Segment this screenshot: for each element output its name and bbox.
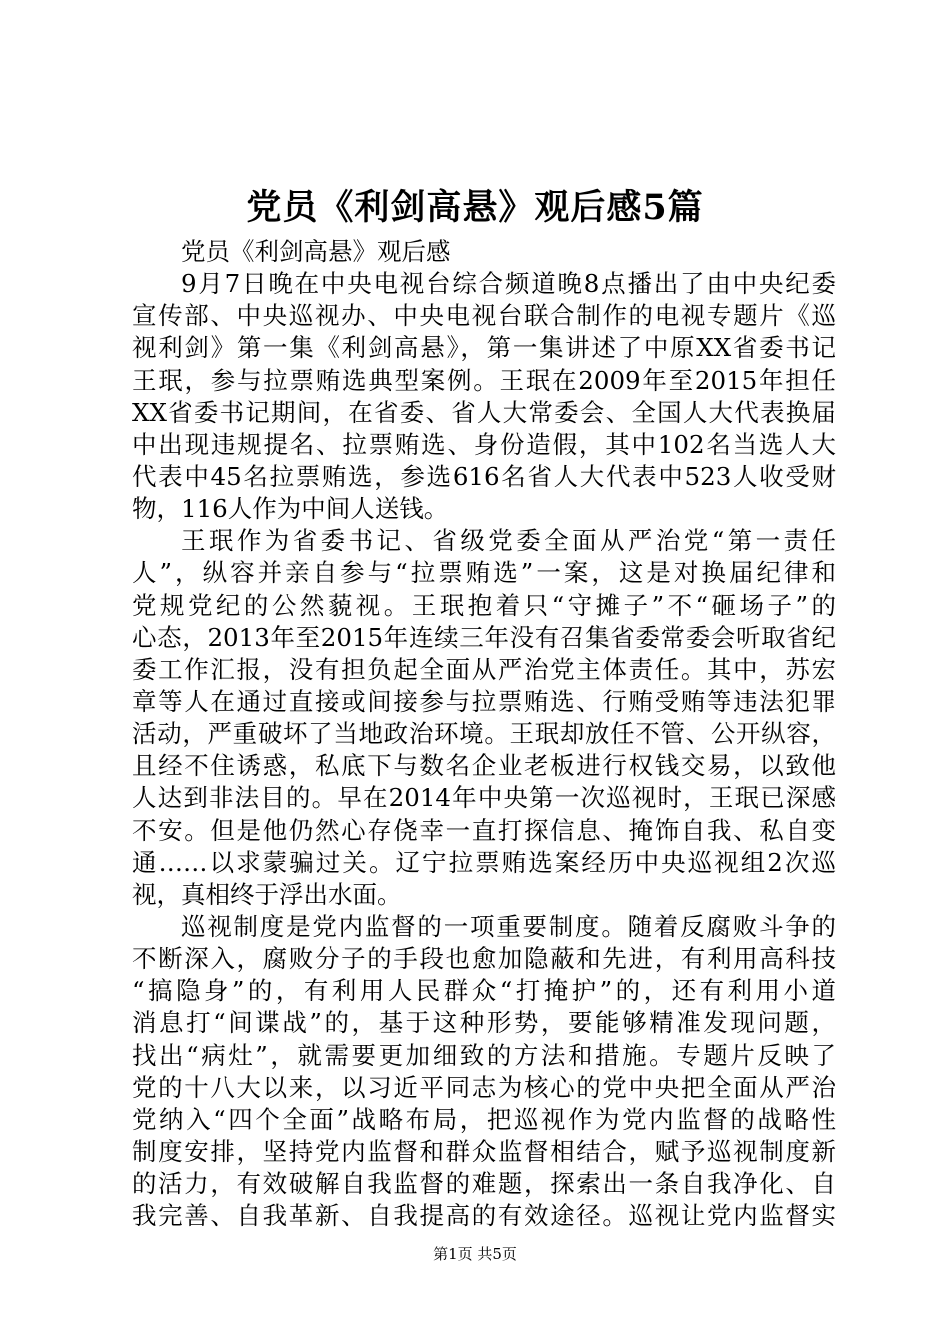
text-line: 找出“病灶”，就需要更加细致的方法和措施。专题片反映了 <box>132 1040 836 1070</box>
text-line: 章等人在通过直接或间接参与拉票贿选、行贿受贿等违法犯罪 <box>132 686 836 716</box>
text-line: 中出现违规提名、拉票贿选、身份造假，其中102名当选人大 <box>132 429 836 459</box>
text-line: 不安。但是他仍然心存侥幸一直打探信息、掩饰自我、私自变 <box>132 815 836 845</box>
text-line: 人达到非法目的。早在2014年中央第一次巡视时，王珉已深感 <box>132 783 836 813</box>
text-line: 我完善、自我革新、自我提高的有效途径。巡视让党内监督实 <box>132 1201 836 1231</box>
text-line: 代表中45名拉票贿选，参选616名省人大代表中523人收受财 <box>132 461 836 491</box>
text-line: 9月7日晚在中央电视台综合频道晚8点播出了由中央纪委 <box>181 269 836 299</box>
text-line: XX省委书记期间，在省委、省人大常委会、全国人大代表换届 <box>132 397 836 427</box>
text-line: 党规党纪的公然藐视。王珉抱着只“守摊子”不“砸场子”的 <box>132 590 836 620</box>
text-line: 委工作汇报，没有担负起全面从严治党主体责任。其中，苏宏 <box>132 654 836 684</box>
text-line: 宣传部、中央巡视办、中央电视台联合制作的电视专题片《巡 <box>132 301 836 331</box>
text-line: 通……以求蒙骗过关。辽宁拉票贿选案经历中央巡视组2次巡 <box>132 847 836 877</box>
text-line: 党纳入“四个全面”战略布局，把巡视作为党内监督的战略性 <box>132 1104 836 1134</box>
text-line: 不断深入，腐败分子的手段也愈加隐蔽和先进，有利用高科技 <box>132 944 836 974</box>
text-line: 活动，严重破坏了当地政治环境。王珉却放任不管、公开纵容， <box>132 719 836 749</box>
text-line: 巡视制度是党内监督的一项重要制度。随着反腐败斗争的 <box>181 911 836 941</box>
text-line: 人”，纵容并亲自参与“拉票贿选”一案，这是对换届纪律和 <box>132 558 836 588</box>
text-line: 消息打“间谍战”的，基于这种形势，要能够精准发现问题， <box>132 1008 836 1038</box>
text-line: 王珉作为省委书记、省级党委全面从严治党“第一责任 <box>181 526 836 556</box>
text-line: 制度安排，坚持党内监督和群众监督相结合，赋予巡视制度新 <box>132 1136 836 1166</box>
text-line: 心态，2013年至2015年连续三年没有召集省委常委会听取省纪 <box>132 622 836 652</box>
text-line: 视利剑》第一集《利剑高悬》，第一集讲述了中原XX省委书记 <box>132 333 836 363</box>
text-line: 物，116人作为中间人送钱。 <box>132 494 449 524</box>
text-line: 且经不住诱惑，私底下与数名企业老板进行权钱交易，以致他 <box>132 751 836 781</box>
text-line: 党的十八大以来，以习近平同志为核心的党中央把全面从严治 <box>132 1072 836 1102</box>
text-line: “搞隐身”的，有利用人民群众“打掩护”的，还有利用小道 <box>132 976 836 1006</box>
text-line: 王珉，参与拉票贿选典型案例。王珉在2009年至2015年担任 <box>132 365 836 395</box>
document-title: 党员《利剑高悬》观后感5篇 <box>246 187 704 228</box>
text-line: 视，真相终于浮出水面。 <box>132 879 402 909</box>
document-body <box>132 236 836 1232</box>
page-footer: 第1页 共5页 <box>433 1245 517 1263</box>
text-line: 的活力，有效破解自我监督的难题，探索出一条自我净化、自 <box>132 1169 836 1199</box>
text-line: 党员《利剑高悬》观后感 <box>181 237 451 266</box>
